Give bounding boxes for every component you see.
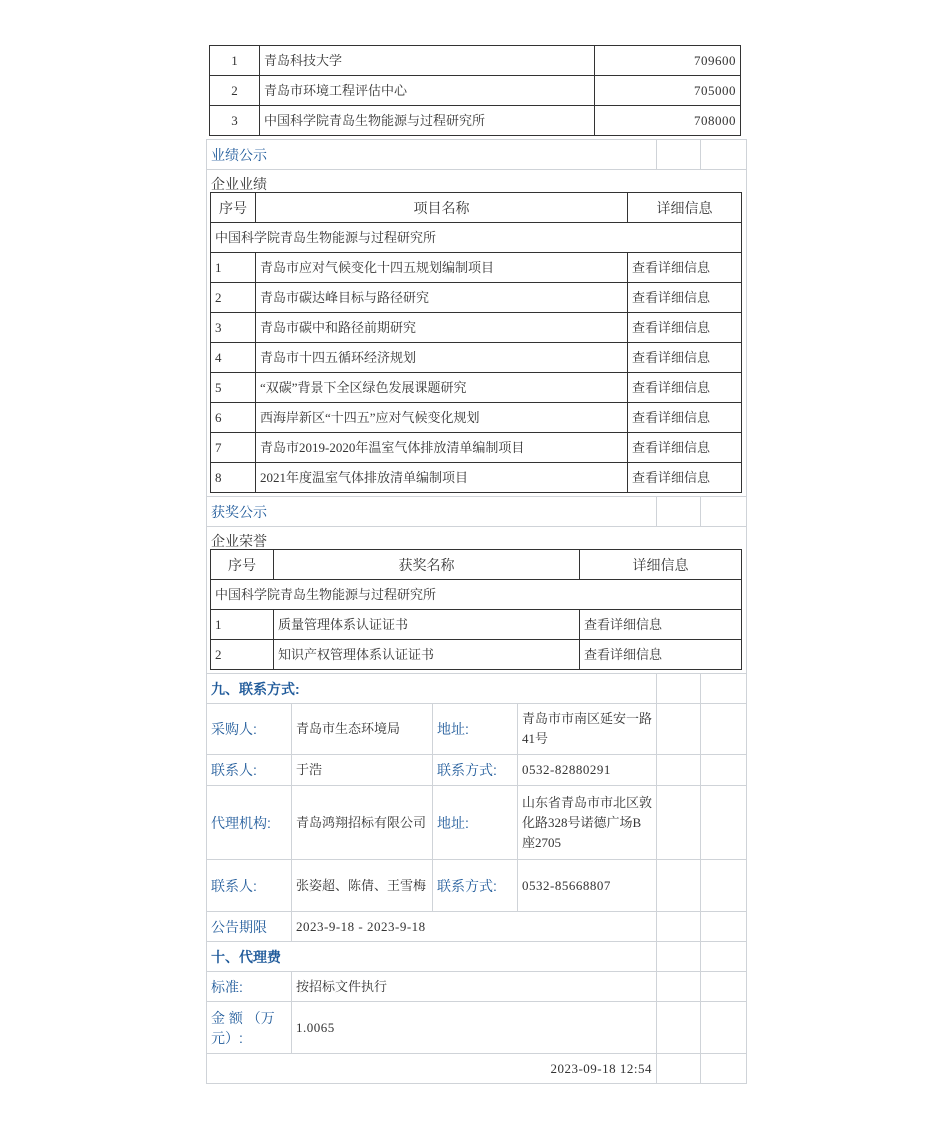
perf-row-name: 青岛市应对气候变化十四五规划编制项目	[256, 253, 628, 283]
period-value: 2023-9-18 - 2023-9-18	[292, 912, 657, 942]
perf-row-detail-link[interactable]: 查看详细信息	[628, 433, 742, 463]
announcement-content	[206, 45, 746, 1084]
bid-row-price: 705000	[595, 76, 741, 106]
performance-row	[211, 313, 742, 343]
perf-row-detail-link[interactable]: 查看详细信息	[628, 403, 742, 433]
buyer-label: 采购人:	[207, 704, 292, 755]
awards-subtitle: 企业荣誉	[211, 533, 267, 549]
performance-row	[211, 283, 742, 313]
bid-row	[210, 76, 741, 106]
perf-header-name: 项目名称	[256, 193, 628, 223]
awards-table	[210, 549, 742, 670]
agent-contact: 张姿超、陈倩、王雪梅	[292, 860, 433, 912]
fee-standard-label: 标准:	[207, 972, 292, 1002]
perf-row-detail-link[interactable]: 查看详细信息	[628, 253, 742, 283]
agent-phone: 0532-85668807	[518, 860, 657, 912]
perf-company: 中国科学院青岛生物能源与过程研究所	[211, 223, 742, 253]
performance-table	[210, 192, 742, 493]
bid-row-no: 1	[210, 46, 260, 76]
perf-row-no: 3	[211, 313, 256, 343]
award-row-no: 1	[211, 610, 274, 640]
performance-row	[211, 403, 742, 433]
award-row-name: 知识产权管理体系认证证书	[274, 640, 580, 670]
perf-row-detail-link[interactable]: 查看详细信息	[628, 373, 742, 403]
bid-row-name: 青岛科技大学	[260, 46, 595, 76]
buyer-phone: 0532-82880291	[518, 755, 657, 786]
buyer-phone-label: 联系方式:	[433, 755, 518, 786]
performance-row	[211, 343, 742, 373]
perf-row-no: 2	[211, 283, 256, 313]
buyer-contact: 于浩	[292, 755, 433, 786]
footer-timestamp: 2023-09-18 12:54	[207, 1054, 657, 1084]
perf-row-name: 青岛市十四五循环经济规划	[256, 343, 628, 373]
bid-row	[210, 46, 741, 76]
perf-row-no: 5	[211, 373, 256, 403]
agent-address-label: 地址:	[433, 786, 518, 860]
perf-row-no: 4	[211, 343, 256, 373]
performance-row	[211, 373, 742, 403]
contact-section-title: 九、联系方式:	[207, 674, 657, 704]
perf-header-no: 序号	[211, 193, 256, 223]
bid-row-no: 3	[210, 106, 260, 136]
award-row-detail-link[interactable]: 查看详细信息	[580, 610, 742, 640]
perf-row-detail-link[interactable]: 查看详细信息	[628, 283, 742, 313]
fee-amount-label: 金 额 （万元）:	[207, 1002, 292, 1054]
bid-row-no: 2	[210, 76, 260, 106]
main-table	[206, 139, 747, 1084]
agent-value: 青岛鸿翔招标有限公司	[292, 786, 433, 860]
perf-row-detail-link[interactable]: 查看详细信息	[628, 463, 742, 493]
performance-subtitle: 企业业绩	[211, 176, 267, 192]
award-row-detail-link[interactable]: 查看详细信息	[580, 640, 742, 670]
award-row-no: 2	[211, 640, 274, 670]
awards-section-title: 获奖公示	[207, 497, 657, 527]
fee-amount: 1.0065	[292, 1002, 657, 1054]
performance-section-title: 业绩公示	[207, 140, 657, 170]
award-company: 中国科学院青岛生物能源与过程研究所	[211, 580, 742, 610]
perf-row-no: 1	[211, 253, 256, 283]
award-header-no: 序号	[211, 550, 274, 580]
perf-row-name: 青岛市2019-2020年温室气体排放清单编制项目	[256, 433, 628, 463]
buyer-value: 青岛市生态环境局	[292, 704, 433, 755]
award-header-detail: 详细信息	[580, 550, 742, 580]
perf-row-no: 8	[211, 463, 256, 493]
agent-address: 山东省青岛市市北区敦化路328号诺德广场B座2705	[518, 786, 657, 860]
perf-header-detail: 详细信息	[628, 193, 742, 223]
award-row-name: 质量管理体系认证证书	[274, 610, 580, 640]
perf-row-detail-link[interactable]: 查看详细信息	[628, 313, 742, 343]
performance-row	[211, 463, 742, 493]
perf-row-detail-link[interactable]: 查看详细信息	[628, 343, 742, 373]
perf-row-name: “双碳”背景下全区绿色发展课题研究	[256, 373, 628, 403]
award-row	[211, 640, 742, 670]
agent-label: 代理机构:	[207, 786, 292, 860]
bid-row-name: 中国科学院青岛生物能源与过程研究所	[260, 106, 595, 136]
award-header-name: 获奖名称	[274, 550, 580, 580]
agent-phone-label: 联系方式:	[433, 860, 518, 912]
performance-row	[211, 433, 742, 463]
bid-row-price: 708000	[595, 106, 741, 136]
perf-row-name: 2021年度温室气体排放清单编制项目	[256, 463, 628, 493]
bid-row	[210, 106, 741, 136]
period-label: 公告期限	[207, 912, 292, 942]
buyer-address-label: 地址:	[433, 704, 518, 755]
perf-row-no: 7	[211, 433, 256, 463]
bid-price-table	[209, 45, 741, 136]
perf-row-name: 青岛市碳中和路径前期研究	[256, 313, 628, 343]
fee-standard: 按招标文件执行	[292, 972, 657, 1002]
award-row	[211, 610, 742, 640]
perf-row-name: 西海岸新区“十四五”应对气候变化规划	[256, 403, 628, 433]
perf-row-no: 6	[211, 403, 256, 433]
bid-row-name: 青岛市环境工程评估中心	[260, 76, 595, 106]
buyer-contact-label: 联系人:	[207, 755, 292, 786]
perf-row-name: 青岛市碳达峰目标与路径研究	[256, 283, 628, 313]
agent-contact-label: 联系人:	[207, 860, 292, 912]
bid-row-price: 709600	[595, 46, 741, 76]
buyer-address: 青岛市市南区延安一路41号	[518, 704, 657, 755]
fee-section-title: 十、代理费	[207, 942, 657, 972]
performance-row	[211, 253, 742, 283]
